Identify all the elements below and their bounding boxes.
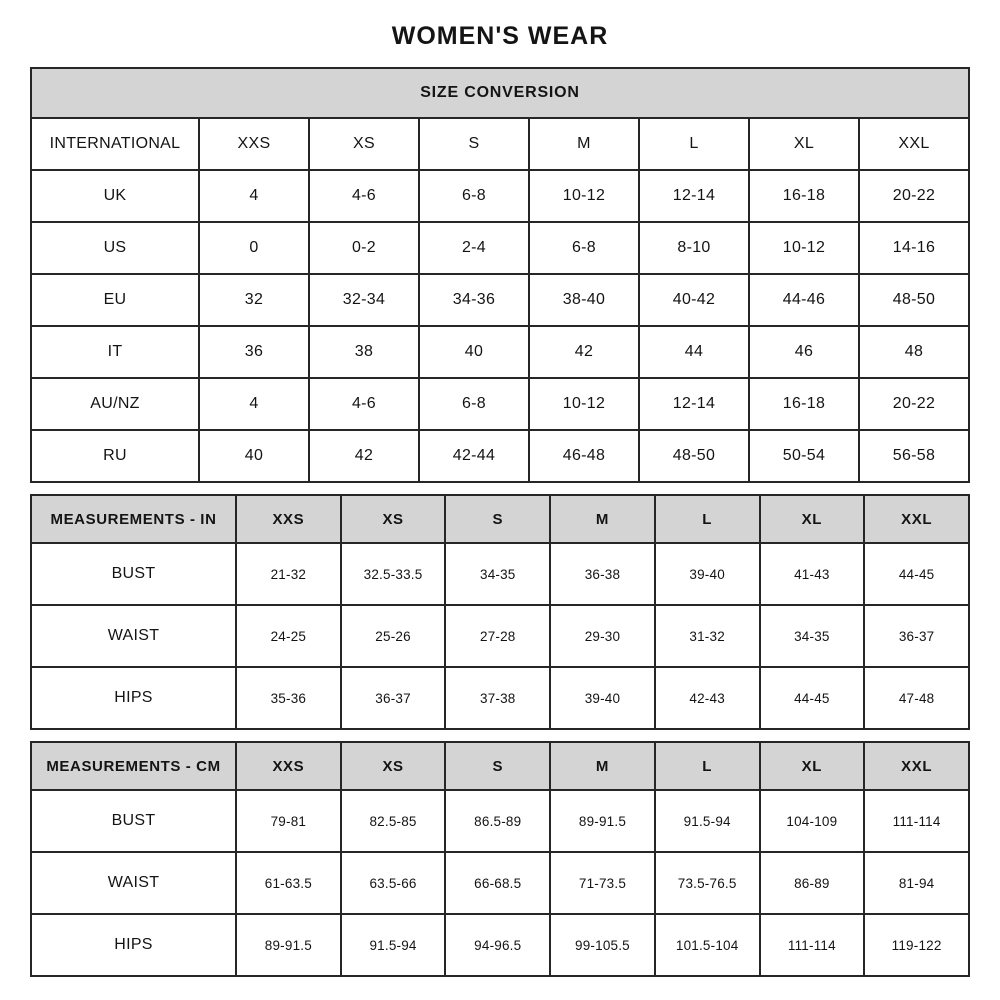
measurements-cm-header: MEASUREMENTS - CM — [31, 742, 236, 790]
size-header-cell: XL — [760, 495, 865, 543]
table-row — [31, 852, 969, 914]
value-cell: 104-109 — [760, 790, 865, 852]
section-header-row — [31, 68, 969, 118]
value-cell: 111-114 — [760, 914, 865, 976]
table-row — [31, 790, 969, 852]
size-header-cell: M — [550, 742, 655, 790]
value-cell: 46 — [749, 326, 859, 378]
value-cell: 73.5-76.5 — [655, 852, 760, 914]
size-header-cell: S — [419, 118, 529, 170]
value-cell: 4-6 — [309, 378, 419, 430]
value-cell: 36-37 — [864, 605, 969, 667]
size-header-row — [31, 742, 969, 790]
table-row — [31, 378, 969, 430]
value-cell: 101.5-104 — [655, 914, 760, 976]
value-cell: 119-122 — [864, 914, 969, 976]
size-header-cell: XL — [760, 742, 865, 790]
value-cell: 36-38 — [550, 543, 655, 605]
value-cell: 94-96.5 — [445, 914, 550, 976]
value-cell: 50-54 — [749, 430, 859, 482]
value-cell: 16-18 — [749, 170, 859, 222]
value-cell: 81-94 — [864, 852, 969, 914]
size-header-cell: S — [445, 495, 550, 543]
value-cell: 48-50 — [639, 430, 749, 482]
size-header-cell: XL — [749, 118, 859, 170]
value-cell: 20-22 — [859, 378, 969, 430]
value-cell: 29-30 — [550, 605, 655, 667]
row-label: BUST — [31, 543, 236, 605]
size-header-row — [31, 118, 969, 170]
table-row — [31, 274, 969, 326]
value-cell: 66-68.5 — [445, 852, 550, 914]
value-cell: 42 — [309, 430, 419, 482]
size-header-cell: XS — [309, 118, 419, 170]
size-header-cell: XXS — [236, 495, 341, 543]
value-cell: 48 — [859, 326, 969, 378]
value-cell: 46-48 — [529, 430, 639, 482]
size-header-cell: XS — [341, 495, 446, 543]
value-cell: 44 — [639, 326, 749, 378]
size-conversion-table — [30, 67, 970, 483]
value-cell: 4-6 — [309, 170, 419, 222]
value-cell: 42-44 — [419, 430, 529, 482]
value-cell: 0 — [199, 222, 309, 274]
size-header-cell: M — [550, 495, 655, 543]
row-label: WAIST — [31, 852, 236, 914]
size-header-cell: XXL — [864, 495, 969, 543]
value-cell: 38-40 — [529, 274, 639, 326]
row-label: AU/NZ — [31, 378, 199, 430]
value-cell: 4 — [199, 170, 309, 222]
table-row — [31, 222, 969, 274]
value-cell: 47-48 — [864, 667, 969, 729]
value-cell: 86.5-89 — [445, 790, 550, 852]
value-cell: 39-40 — [655, 543, 760, 605]
value-cell: 12-14 — [639, 170, 749, 222]
size-header-cell: L — [639, 118, 749, 170]
value-cell: 10-12 — [529, 170, 639, 222]
value-cell: 4 — [199, 378, 309, 430]
value-cell: 56-58 — [859, 430, 969, 482]
size-header-cell: XXS — [199, 118, 309, 170]
value-cell: 10-12 — [529, 378, 639, 430]
value-cell: 37-38 — [445, 667, 550, 729]
value-cell: 38 — [309, 326, 419, 378]
measurements-cm-table — [30, 741, 970, 977]
size-header-cell: XXS — [236, 742, 341, 790]
row-label: EU — [31, 274, 199, 326]
value-cell: 14-16 — [859, 222, 969, 274]
table-row — [31, 605, 969, 667]
international-label: INTERNATIONAL — [31, 118, 199, 170]
value-cell: 99-105.5 — [550, 914, 655, 976]
value-cell: 16-18 — [749, 378, 859, 430]
value-cell: 8-10 — [639, 222, 749, 274]
value-cell: 6-8 — [529, 222, 639, 274]
value-cell: 0-2 — [309, 222, 419, 274]
size-header-cell: XS — [341, 742, 446, 790]
row-label: BUST — [31, 790, 236, 852]
size-header-cell: L — [655, 495, 760, 543]
value-cell: 36 — [199, 326, 309, 378]
value-cell: 10-12 — [749, 222, 859, 274]
size-header-cell: M — [529, 118, 639, 170]
table-row — [31, 543, 969, 605]
page-title: WOMEN'S WEAR — [391, 22, 609, 50]
value-cell: 63.5-66 — [341, 852, 446, 914]
measurements-in-header: MEASUREMENTS - IN — [31, 495, 236, 543]
value-cell: 6-8 — [419, 170, 529, 222]
value-cell: 39-40 — [550, 667, 655, 729]
value-cell: 111-114 — [864, 790, 969, 852]
value-cell: 34-36 — [419, 274, 529, 326]
value-cell: 32.5-33.5 — [341, 543, 446, 605]
row-label: RU — [31, 430, 199, 482]
value-cell: 44-45 — [864, 543, 969, 605]
value-cell: 44-45 — [760, 667, 865, 729]
value-cell: 34-35 — [760, 605, 865, 667]
row-label: IT — [31, 326, 199, 378]
value-cell: 86-89 — [760, 852, 865, 914]
value-cell: 32 — [199, 274, 309, 326]
value-cell: 2-4 — [419, 222, 529, 274]
row-label: UK — [31, 170, 199, 222]
value-cell: 34-35 — [445, 543, 550, 605]
value-cell: 41-43 — [760, 543, 865, 605]
table-row — [31, 326, 969, 378]
value-cell: 35-36 — [236, 667, 341, 729]
table-row — [31, 170, 969, 222]
value-cell: 21-32 — [236, 543, 341, 605]
value-cell: 42 — [529, 326, 639, 378]
value-cell: 27-28 — [445, 605, 550, 667]
table-row — [31, 667, 969, 729]
value-cell: 40 — [199, 430, 309, 482]
value-cell: 89-91.5 — [236, 914, 341, 976]
size-header-row — [31, 495, 969, 543]
value-cell: 61-63.5 — [236, 852, 341, 914]
measurements-in-table — [30, 494, 970, 730]
value-cell: 42-43 — [655, 667, 760, 729]
row-label: US — [31, 222, 199, 274]
value-cell: 89-91.5 — [550, 790, 655, 852]
value-cell: 91.5-94 — [655, 790, 760, 852]
value-cell: 31-32 — [655, 605, 760, 667]
size-header-cell: S — [445, 742, 550, 790]
value-cell: 12-14 — [639, 378, 749, 430]
value-cell: 20-22 — [859, 170, 969, 222]
value-cell: 32-34 — [309, 274, 419, 326]
value-cell: 6-8 — [419, 378, 529, 430]
table-row — [31, 430, 969, 482]
table-row — [31, 914, 969, 976]
value-cell: 79-81 — [236, 790, 341, 852]
row-label: HIPS — [31, 914, 236, 976]
value-cell: 24-25 — [236, 605, 341, 667]
size-conversion-header: SIZE CONVERSION — [31, 68, 969, 118]
value-cell: 91.5-94 — [341, 914, 446, 976]
row-label: WAIST — [31, 605, 236, 667]
value-cell: 71-73.5 — [550, 852, 655, 914]
size-header-cell: XXL — [859, 118, 969, 170]
value-cell: 48-50 — [859, 274, 969, 326]
size-header-cell: L — [655, 742, 760, 790]
value-cell: 82.5-85 — [341, 790, 446, 852]
row-label: HIPS — [31, 667, 236, 729]
size-header-cell: XXL — [864, 742, 969, 790]
value-cell: 40 — [419, 326, 529, 378]
value-cell: 40-42 — [639, 274, 749, 326]
value-cell: 25-26 — [341, 605, 446, 667]
value-cell: 44-46 — [749, 274, 859, 326]
value-cell: 36-37 — [341, 667, 446, 729]
